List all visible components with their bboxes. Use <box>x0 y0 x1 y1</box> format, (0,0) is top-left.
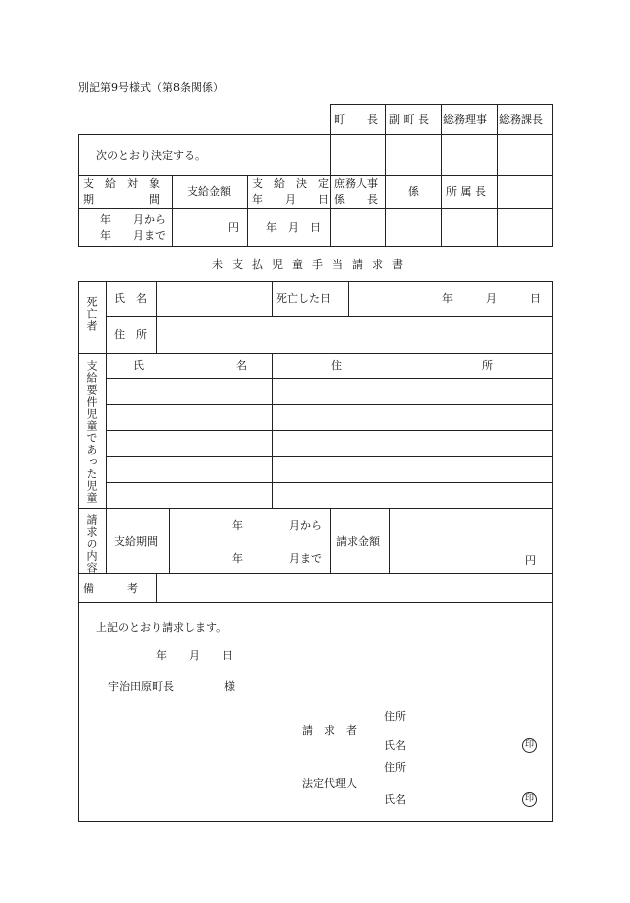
deceased-address-label: 住 所 <box>114 328 147 341</box>
header-section-chief: 総務課長 <box>499 113 543 126</box>
agent-name-label: 氏名 <box>384 793 406 806</box>
col-period-line2: 期 間 <box>83 193 160 206</box>
claimant-name-label: 氏名 <box>384 739 406 752</box>
declaration-text: 上記のとおり請求します。 <box>96 621 228 634</box>
deceased-name-label: 氏 名 <box>114 292 147 305</box>
col-staff-line1: 庶務人事 <box>334 177 378 190</box>
header-general-director: 総務理事 <box>443 113 487 126</box>
child-address-header-2: 所 <box>482 359 493 372</box>
claimant-address-label: 住所 <box>384 710 406 723</box>
form-title: 未支払児童手当請求書 <box>212 258 412 271</box>
claimant-label: 請 求 者 <box>302 724 357 737</box>
claim-amount-unit: 円 <box>525 554 536 567</box>
col-decision-line1: 支 給 決 定 <box>252 177 329 190</box>
claim-to-year: 年 <box>232 552 243 565</box>
child-name-header-1: 氏 <box>133 359 144 372</box>
val-period-to: 年 月まで <box>100 229 166 242</box>
claim-amount-label: 請求金額 <box>336 535 380 548</box>
death-date-value: 年 月 日 <box>442 292 541 305</box>
agent-address-label: 住所 <box>384 761 406 774</box>
declaration-date: 年 月 日 <box>156 649 233 662</box>
col-period-line1: 支 給 対 象 <box>83 177 160 190</box>
agent-seal-icon: 印 <box>522 792 537 807</box>
col-kakari: 係 <box>408 185 419 198</box>
child-address-header-1: 住 <box>331 359 342 372</box>
claim-to-month: 月まで <box>289 552 322 565</box>
col-amount: 支給金額 <box>187 185 231 198</box>
header-deputy-mayor: 副 町 長 <box>389 113 429 126</box>
form-label: 別記第9号様式（第8条関係） <box>78 81 224 94</box>
col-staff-line2: 係 長 <box>334 193 378 206</box>
child-name-header-2: 名 <box>236 359 247 372</box>
col-decision-line2: 年 月 日 <box>252 193 329 206</box>
honorific: 様 <box>224 680 235 693</box>
deceased-group-label: 死亡者 <box>85 296 98 332</box>
val-decision-date: 年 月 日 <box>266 221 321 234</box>
decision-text: 次のとおり決定する。 <box>96 149 206 162</box>
claim-from-year: 年 <box>232 519 243 532</box>
claim-period-label: 支給期間 <box>114 535 158 548</box>
death-date-label: 死亡した日 <box>276 292 331 305</box>
header-mayor: 町 長 <box>334 113 378 126</box>
claim-from-month: 月から <box>289 519 322 532</box>
children-group-label: 支給要件児童であった児童 <box>85 360 98 504</box>
col-dept-head: 所 属 長 <box>446 185 486 198</box>
agent-label: 法定代理人 <box>302 777 357 790</box>
val-yen: 円 <box>228 221 239 234</box>
addressee: 宇治田原町長 <box>108 680 174 693</box>
claimant-seal-icon: 印 <box>522 738 537 753</box>
val-period-from: 年 月から <box>100 213 166 226</box>
remarks-label: 備 考 <box>83 582 138 595</box>
claim-group-label: 請求の内容 <box>85 514 98 574</box>
